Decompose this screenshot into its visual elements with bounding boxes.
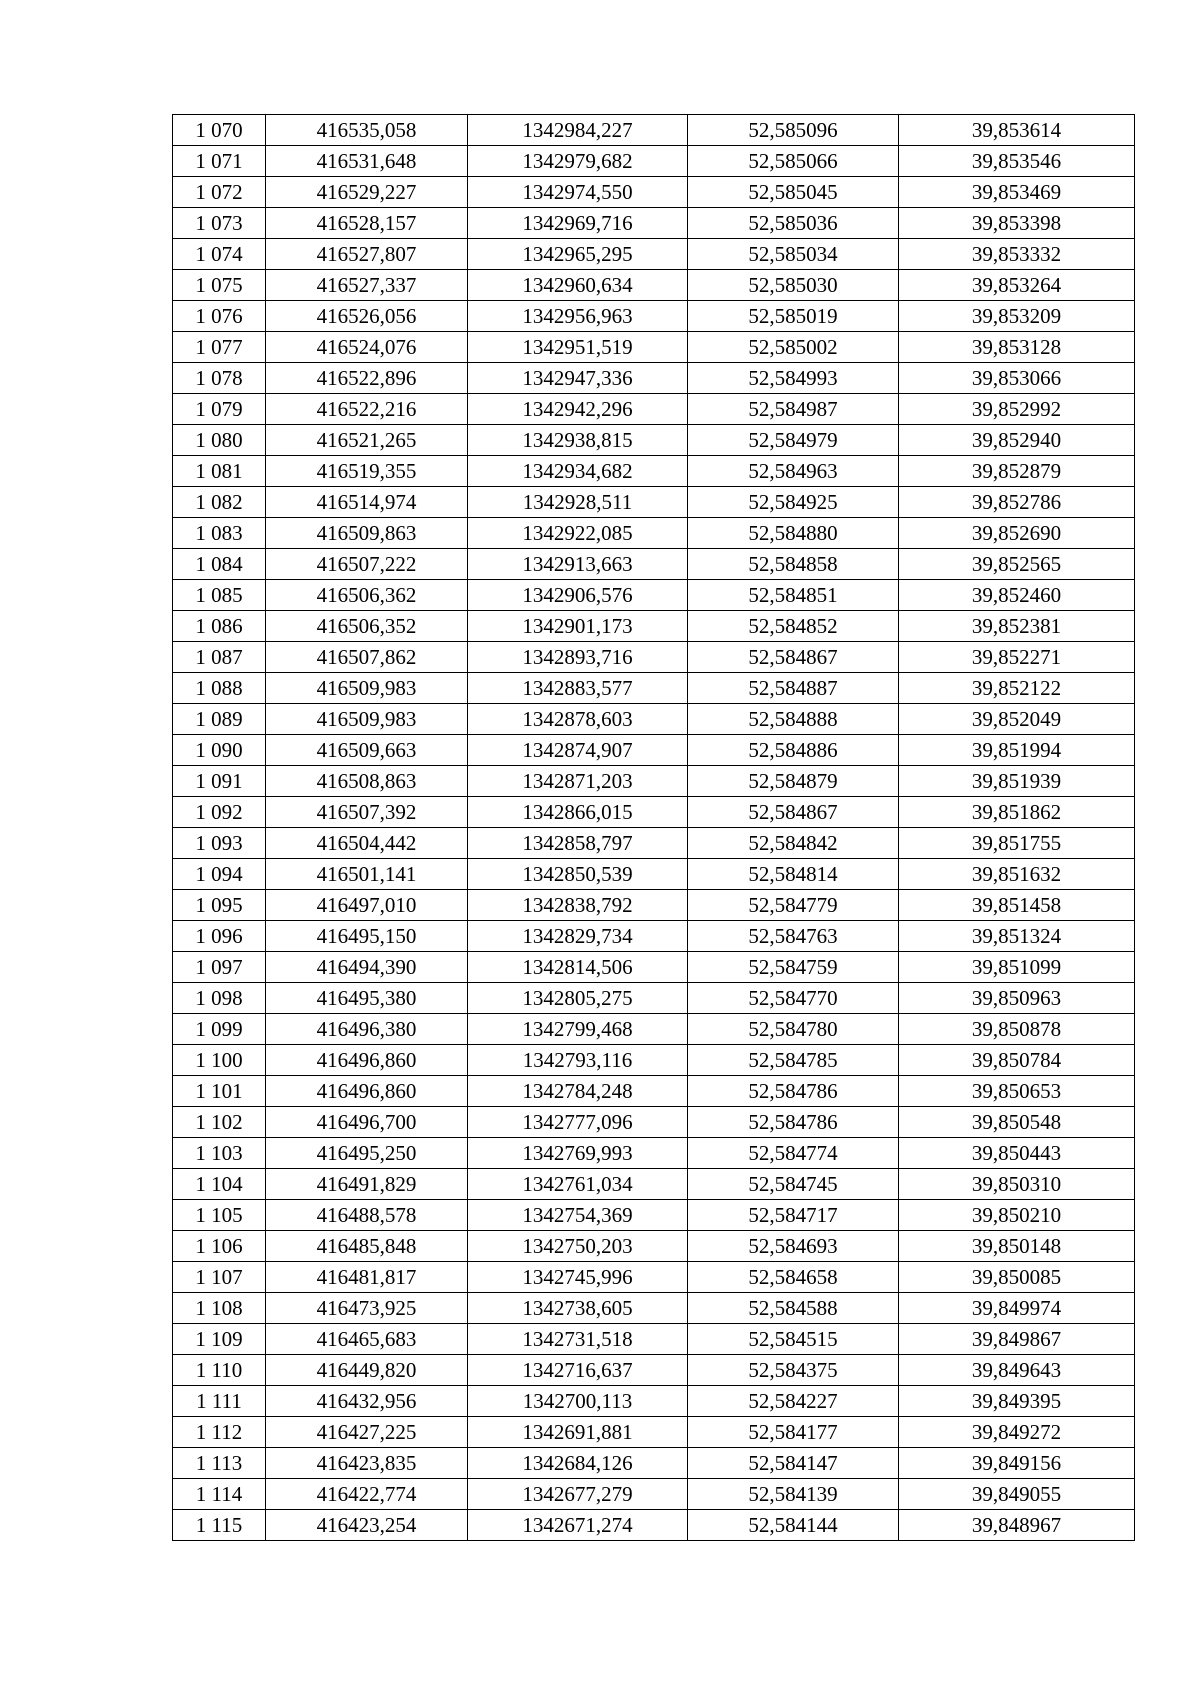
table-row [173,332,1135,363]
x-coordinate-cell: 416506,352 [266,611,468,642]
coordinates-table [172,114,1135,1541]
longitude-cell: 39,853469 [899,177,1135,208]
latitude-cell: 52,584979 [688,425,899,456]
y-coordinate-cell: 1342799,468 [468,1014,688,1045]
y-coordinate-cell: 1342883,577 [468,673,688,704]
point-number-cell: 1 073 [173,208,266,239]
longitude-cell: 39,852879 [899,456,1135,487]
x-coordinate-cell: 416473,925 [266,1293,468,1324]
x-coordinate-cell: 416501,141 [266,859,468,890]
x-coordinate-cell: 416509,983 [266,673,468,704]
latitude-cell: 52,584717 [688,1200,899,1231]
y-coordinate-cell: 1342784,248 [468,1076,688,1107]
table-row [173,611,1135,642]
longitude-cell: 39,851939 [899,766,1135,797]
y-coordinate-cell: 1342691,881 [468,1417,688,1448]
y-coordinate-cell: 1342871,203 [468,766,688,797]
latitude-cell: 52,584851 [688,580,899,611]
x-coordinate-cell: 416531,648 [266,146,468,177]
longitude-cell: 39,853546 [899,146,1135,177]
y-coordinate-cell: 1342913,663 [468,549,688,580]
latitude-cell: 52,584658 [688,1262,899,1293]
x-coordinate-cell: 416496,380 [266,1014,468,1045]
latitude-cell: 52,584227 [688,1386,899,1417]
point-number-cell: 1 089 [173,704,266,735]
longitude-cell: 39,849395 [899,1386,1135,1417]
longitude-cell: 39,853128 [899,332,1135,363]
y-coordinate-cell: 1342829,734 [468,921,688,952]
x-coordinate-cell: 416449,820 [266,1355,468,1386]
longitude-cell: 39,852786 [899,487,1135,518]
longitude-cell: 39,850653 [899,1076,1135,1107]
y-coordinate-cell: 1342974,550 [468,177,688,208]
point-number-cell: 1 087 [173,642,266,673]
point-number-cell: 1 096 [173,921,266,952]
latitude-cell: 52,584144 [688,1510,899,1541]
y-coordinate-cell: 1342934,682 [468,456,688,487]
point-number-cell: 1 079 [173,394,266,425]
table-row [173,828,1135,859]
longitude-cell: 39,848967 [899,1510,1135,1541]
point-number-cell: 1 107 [173,1262,266,1293]
latitude-cell: 52,584867 [688,797,899,828]
point-number-cell: 1 105 [173,1200,266,1231]
latitude-cell: 52,584814 [688,859,899,890]
longitude-cell: 39,853332 [899,239,1135,270]
table-row [173,425,1135,456]
table-row [173,1231,1135,1262]
y-coordinate-cell: 1342878,603 [468,704,688,735]
point-number-cell: 1 101 [173,1076,266,1107]
point-number-cell: 1 108 [173,1293,266,1324]
y-coordinate-cell: 1342960,634 [468,270,688,301]
y-coordinate-cell: 1342956,963 [468,301,688,332]
latitude-cell: 52,584887 [688,673,899,704]
table-row [173,1107,1135,1138]
point-number-cell: 1 088 [173,673,266,704]
y-coordinate-cell: 1342969,716 [468,208,688,239]
longitude-cell: 39,851862 [899,797,1135,828]
point-number-cell: 1 090 [173,735,266,766]
table-row [173,1479,1135,1510]
point-number-cell: 1 074 [173,239,266,270]
point-number-cell: 1 114 [173,1479,266,1510]
latitude-cell: 52,585096 [688,115,899,146]
table-row [173,673,1135,704]
point-number-cell: 1 085 [173,580,266,611]
table-row [173,1417,1135,1448]
table-row [173,1138,1135,1169]
y-coordinate-cell: 1342850,539 [468,859,688,890]
longitude-cell: 39,852271 [899,642,1135,673]
coordinates-table-body [173,115,1135,1541]
point-number-cell: 1 094 [173,859,266,890]
y-coordinate-cell: 1342928,511 [468,487,688,518]
x-coordinate-cell: 416423,254 [266,1510,468,1541]
point-number-cell: 1 083 [173,518,266,549]
y-coordinate-cell: 1342754,369 [468,1200,688,1231]
longitude-cell: 39,852565 [899,549,1135,580]
latitude-cell: 52,584879 [688,766,899,797]
longitude-cell: 39,851458 [899,890,1135,921]
y-coordinate-cell: 1342947,336 [468,363,688,394]
table-row [173,952,1135,983]
table-row [173,518,1135,549]
table-row [173,146,1135,177]
table-row [173,1510,1135,1541]
latitude-cell: 52,584763 [688,921,899,952]
y-coordinate-cell: 1342684,126 [468,1448,688,1479]
table-row [173,1169,1135,1200]
table-row [173,704,1135,735]
latitude-cell: 52,585030 [688,270,899,301]
point-number-cell: 1 093 [173,828,266,859]
table-row [173,1355,1135,1386]
latitude-cell: 52,585036 [688,208,899,239]
latitude-cell: 52,585034 [688,239,899,270]
point-number-cell: 1 078 [173,363,266,394]
latitude-cell: 52,584375 [688,1355,899,1386]
point-number-cell: 1 095 [173,890,266,921]
latitude-cell: 52,584770 [688,983,899,1014]
longitude-cell: 39,853209 [899,301,1135,332]
point-number-cell: 1 070 [173,115,266,146]
longitude-cell: 39,851099 [899,952,1135,983]
latitude-cell: 52,584785 [688,1045,899,1076]
x-coordinate-cell: 416509,863 [266,518,468,549]
longitude-cell: 39,850878 [899,1014,1135,1045]
y-coordinate-cell: 1342793,116 [468,1045,688,1076]
x-coordinate-cell: 416519,355 [266,456,468,487]
y-coordinate-cell: 1342838,792 [468,890,688,921]
point-number-cell: 1 071 [173,146,266,177]
table-row [173,1200,1135,1231]
table-row [173,301,1135,332]
y-coordinate-cell: 1342716,637 [468,1355,688,1386]
latitude-cell: 52,584925 [688,487,899,518]
x-coordinate-cell: 416529,227 [266,177,468,208]
x-coordinate-cell: 416494,390 [266,952,468,983]
latitude-cell: 52,584177 [688,1417,899,1448]
x-coordinate-cell: 416488,578 [266,1200,468,1231]
longitude-cell: 39,851755 [899,828,1135,859]
table-row [173,1045,1135,1076]
x-coordinate-cell: 416495,150 [266,921,468,952]
point-number-cell: 1 076 [173,301,266,332]
longitude-cell: 39,849055 [899,1479,1135,1510]
table-row [173,921,1135,952]
x-coordinate-cell: 416496,860 [266,1045,468,1076]
x-coordinate-cell: 416528,157 [266,208,468,239]
point-number-cell: 1 072 [173,177,266,208]
table-row [173,859,1135,890]
point-number-cell: 1 106 [173,1231,266,1262]
longitude-cell: 39,853614 [899,115,1135,146]
y-coordinate-cell: 1342677,279 [468,1479,688,1510]
latitude-cell: 52,584858 [688,549,899,580]
x-coordinate-cell: 416465,683 [266,1324,468,1355]
table-row [173,177,1135,208]
x-coordinate-cell: 416427,225 [266,1417,468,1448]
longitude-cell: 39,849974 [899,1293,1135,1324]
longitude-cell: 39,850085 [899,1262,1135,1293]
point-number-cell: 1 082 [173,487,266,518]
x-coordinate-cell: 416506,362 [266,580,468,611]
longitude-cell: 39,851994 [899,735,1135,766]
x-coordinate-cell: 416496,860 [266,1076,468,1107]
table-row [173,1293,1135,1324]
longitude-cell: 39,853066 [899,363,1135,394]
latitude-cell: 52,584588 [688,1293,899,1324]
y-coordinate-cell: 1342866,015 [468,797,688,828]
table-row [173,766,1135,797]
latitude-cell: 52,584786 [688,1076,899,1107]
latitude-cell: 52,584139 [688,1479,899,1510]
table-row [173,735,1135,766]
point-number-cell: 1 103 [173,1138,266,1169]
table-row [173,1262,1135,1293]
point-number-cell: 1 100 [173,1045,266,1076]
x-coordinate-cell: 416527,807 [266,239,468,270]
x-coordinate-cell: 416521,265 [266,425,468,456]
longitude-cell: 39,850148 [899,1231,1135,1262]
x-coordinate-cell: 416491,829 [266,1169,468,1200]
point-number-cell: 1 097 [173,952,266,983]
y-coordinate-cell: 1342942,296 [468,394,688,425]
table-row [173,1448,1135,1479]
longitude-cell: 39,852122 [899,673,1135,704]
x-coordinate-cell: 416508,863 [266,766,468,797]
x-coordinate-cell: 416509,663 [266,735,468,766]
point-number-cell: 1 098 [173,983,266,1014]
latitude-cell: 52,585045 [688,177,899,208]
x-coordinate-cell: 416507,862 [266,642,468,673]
longitude-cell: 39,850548 [899,1107,1135,1138]
latitude-cell: 52,584963 [688,456,899,487]
latitude-cell: 52,585019 [688,301,899,332]
x-coordinate-cell: 416522,896 [266,363,468,394]
latitude-cell: 52,584867 [688,642,899,673]
x-coordinate-cell: 416485,848 [266,1231,468,1262]
table-row [173,394,1135,425]
y-coordinate-cell: 1342777,096 [468,1107,688,1138]
x-coordinate-cell: 416522,216 [266,394,468,425]
longitude-cell: 39,851632 [899,859,1135,890]
point-number-cell: 1 113 [173,1448,266,1479]
x-coordinate-cell: 416527,337 [266,270,468,301]
longitude-cell: 39,849867 [899,1324,1135,1355]
x-coordinate-cell: 416526,056 [266,301,468,332]
longitude-cell: 39,853398 [899,208,1135,239]
y-coordinate-cell: 1342922,085 [468,518,688,549]
y-coordinate-cell: 1342893,716 [468,642,688,673]
y-coordinate-cell: 1342874,907 [468,735,688,766]
x-coordinate-cell: 416432,956 [266,1386,468,1417]
point-number-cell: 1 091 [173,766,266,797]
latitude-cell: 52,585002 [688,332,899,363]
point-number-cell: 1 099 [173,1014,266,1045]
longitude-cell: 39,852381 [899,611,1135,642]
point-number-cell: 1 086 [173,611,266,642]
x-coordinate-cell: 416422,774 [266,1479,468,1510]
y-coordinate-cell: 1342761,034 [468,1169,688,1200]
point-number-cell: 1 109 [173,1324,266,1355]
latitude-cell: 52,584987 [688,394,899,425]
longitude-cell: 39,853264 [899,270,1135,301]
point-number-cell: 1 102 [173,1107,266,1138]
table-row [173,1324,1135,1355]
table-row [173,270,1135,301]
table-row [173,549,1135,580]
point-number-cell: 1 075 [173,270,266,301]
longitude-cell: 39,852049 [899,704,1135,735]
longitude-cell: 39,850310 [899,1169,1135,1200]
longitude-cell: 39,850784 [899,1045,1135,1076]
y-coordinate-cell: 1342965,295 [468,239,688,270]
point-number-cell: 1 111 [173,1386,266,1417]
x-coordinate-cell: 416497,010 [266,890,468,921]
y-coordinate-cell: 1342901,173 [468,611,688,642]
table-row [173,1386,1135,1417]
point-number-cell: 1 115 [173,1510,266,1541]
point-number-cell: 1 080 [173,425,266,456]
longitude-cell: 39,849272 [899,1417,1135,1448]
y-coordinate-cell: 1342769,993 [468,1138,688,1169]
x-coordinate-cell: 416507,392 [266,797,468,828]
y-coordinate-cell: 1342814,506 [468,952,688,983]
longitude-cell: 39,852940 [899,425,1135,456]
table-row [173,456,1135,487]
latitude-cell: 52,584147 [688,1448,899,1479]
x-coordinate-cell: 416495,250 [266,1138,468,1169]
x-coordinate-cell: 416507,222 [266,549,468,580]
latitude-cell: 52,585066 [688,146,899,177]
table-row [173,239,1135,270]
longitude-cell: 39,849643 [899,1355,1135,1386]
y-coordinate-cell: 1342805,275 [468,983,688,1014]
point-number-cell: 1 092 [173,797,266,828]
x-coordinate-cell: 416535,058 [266,115,468,146]
table-row [173,642,1135,673]
x-coordinate-cell: 416509,983 [266,704,468,735]
latitude-cell: 52,584745 [688,1169,899,1200]
table-row [173,487,1135,518]
latitude-cell: 52,584842 [688,828,899,859]
x-coordinate-cell: 416514,974 [266,487,468,518]
y-coordinate-cell: 1342906,576 [468,580,688,611]
latitude-cell: 52,584993 [688,363,899,394]
table-row [173,983,1135,1014]
longitude-cell: 39,852690 [899,518,1135,549]
point-number-cell: 1 110 [173,1355,266,1386]
latitude-cell: 52,584888 [688,704,899,735]
longitude-cell: 39,850210 [899,1200,1135,1231]
table-row [173,890,1135,921]
latitude-cell: 52,584515 [688,1324,899,1355]
x-coordinate-cell: 416504,442 [266,828,468,859]
y-coordinate-cell: 1342738,605 [468,1293,688,1324]
latitude-cell: 52,584693 [688,1231,899,1262]
table-row [173,363,1135,394]
point-number-cell: 1 112 [173,1417,266,1448]
y-coordinate-cell: 1342858,797 [468,828,688,859]
point-number-cell: 1 104 [173,1169,266,1200]
table-row [173,1076,1135,1107]
latitude-cell: 52,584880 [688,518,899,549]
table-row [173,1014,1135,1045]
longitude-cell: 39,851324 [899,921,1135,952]
y-coordinate-cell: 1342731,518 [468,1324,688,1355]
latitude-cell: 52,584852 [688,611,899,642]
latitude-cell: 52,584774 [688,1138,899,1169]
longitude-cell: 39,850963 [899,983,1135,1014]
x-coordinate-cell: 416423,835 [266,1448,468,1479]
longitude-cell: 39,850443 [899,1138,1135,1169]
table-row [173,208,1135,239]
latitude-cell: 52,584780 [688,1014,899,1045]
x-coordinate-cell: 416496,700 [266,1107,468,1138]
latitude-cell: 52,584779 [688,890,899,921]
y-coordinate-cell: 1342984,227 [468,115,688,146]
y-coordinate-cell: 1342745,996 [468,1262,688,1293]
longitude-cell: 39,852992 [899,394,1135,425]
y-coordinate-cell: 1342750,203 [468,1231,688,1262]
longitude-cell: 39,849156 [899,1448,1135,1479]
x-coordinate-cell: 416524,076 [266,332,468,363]
latitude-cell: 52,584759 [688,952,899,983]
x-coordinate-cell: 416495,380 [266,983,468,1014]
y-coordinate-cell: 1342951,519 [468,332,688,363]
table-row [173,797,1135,828]
latitude-cell: 52,584786 [688,1107,899,1138]
point-number-cell: 1 081 [173,456,266,487]
table-row [173,115,1135,146]
y-coordinate-cell: 1342979,682 [468,146,688,177]
point-number-cell: 1 077 [173,332,266,363]
x-coordinate-cell: 416481,817 [266,1262,468,1293]
y-coordinate-cell: 1342671,274 [468,1510,688,1541]
table-row [173,580,1135,611]
y-coordinate-cell: 1342938,815 [468,425,688,456]
longitude-cell: 39,852460 [899,580,1135,611]
latitude-cell: 52,584886 [688,735,899,766]
y-coordinate-cell: 1342700,113 [468,1386,688,1417]
point-number-cell: 1 084 [173,549,266,580]
